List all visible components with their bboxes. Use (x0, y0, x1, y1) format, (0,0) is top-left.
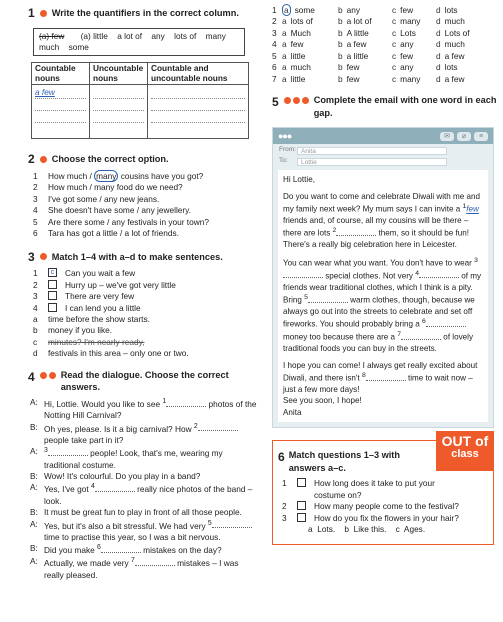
gap-blank[interactable] (308, 295, 348, 303)
table-header: Countable and uncountable nouns (148, 63, 249, 85)
item-text: How much / many cousins have you got? (48, 171, 204, 182)
list-item (282, 513, 488, 524)
option-text: minutes? I'm nearly ready, (48, 336, 145, 347)
option-choice[interactable]: d lots (436, 62, 458, 73)
word-item: some (68, 41, 89, 52)
quantifier-table (31, 62, 249, 139)
exercise-number: 1 (28, 6, 35, 20)
speaker-label: A: (30, 482, 38, 493)
word-item: (a) little (80, 30, 108, 41)
answer-box[interactable] (48, 280, 57, 289)
option-choice[interactable]: d much (436, 16, 465, 27)
dialogue-text: Wow! It's colourful. Do you play in a band? (44, 471, 201, 481)
option-item (33, 348, 258, 359)
dialogue-text: Yes, but it's also a bit stressful. We had very $^5$ time to practise this year, so I was a bit nervous. (44, 519, 258, 544)
word-item: many (205, 30, 226, 41)
option-choice[interactable]: a little (282, 50, 306, 61)
email-paragraph: I hope you can come! I always get really excited about Diwali, and there isn't $^8$ time to wait now – just a few more days! See you soon, I hope! Anita (283, 360, 478, 417)
left-column (28, 5, 258, 620)
email-paragraph: You can wear what you want. You don't have to wear $^3$ special clothes. Not very $^4$ of my friends wear traditional clothes, which I think is a pity. Bring $^5$ warm clothes, though, because we always go out into the streets to celebrate and set off fireworks. You should probably bring a $^6$ money too because there are a $^7$ of lovely traditional foods you can buy in the streets. (283, 256, 482, 354)
option-choice[interactable]: b a lot of (338, 16, 372, 27)
gap-blank[interactable] (95, 484, 135, 492)
item-number: 1 (33, 171, 38, 182)
answer-options: a Lots. b Like this. c Ages. (308, 524, 426, 535)
option-choice[interactable]: d a few (436, 50, 465, 61)
list-item[interactable] (33, 205, 258, 216)
answer-box[interactable] (297, 501, 306, 510)
exercise-3-heading (28, 249, 258, 266)
option-choice[interactable]: b any (338, 5, 361, 15)
option-choice[interactable]: d a few (436, 73, 465, 84)
option-row-number: 3 (272, 27, 277, 38)
dialogue-line (30, 543, 258, 556)
speaker-label: A: (30, 397, 38, 408)
item-number: 2 (33, 279, 38, 290)
option-choice[interactable]: c Lots (392, 27, 416, 38)
exercise-number: 6 (278, 450, 285, 465)
from-label: From: (279, 146, 296, 154)
difficulty-dot-icon (302, 97, 309, 104)
word-item: a lot of (117, 30, 143, 41)
window-controls-icon[interactable]: ●●● (278, 131, 292, 142)
dialogue-line (30, 422, 258, 447)
gap-blank[interactable] (283, 270, 323, 278)
circled-answer: many (96, 171, 117, 182)
exercise-title: Complete the email with one word in each gap. (313, 95, 497, 118)
email-body (278, 170, 488, 422)
exercise-3 (28, 249, 258, 360)
difficulty-dot-icon (49, 372, 56, 379)
gap-blank[interactable] (198, 423, 238, 431)
gap-blank[interactable] (336, 228, 376, 236)
option-letter: d (33, 348, 38, 359)
option-choice[interactable]: b A little (338, 27, 369, 38)
mail-icon[interactable]: ✉ (440, 132, 454, 141)
answer-box[interactable] (297, 478, 306, 487)
word-item: lots of (174, 30, 197, 41)
option-text: time before the show starts. (48, 313, 150, 324)
dialogue-line (30, 446, 258, 471)
exercise-title: Choose the correct option. (51, 154, 169, 165)
list-item[interactable] (33, 217, 258, 228)
difficulty-dot-icon (40, 10, 47, 17)
answer-box[interactable] (48, 303, 57, 312)
item-text: How many people come to the festival? (314, 501, 459, 512)
option-letter: a (33, 313, 38, 324)
dialogue-line (30, 397, 258, 422)
option-choice[interactable]: d much (436, 39, 465, 50)
option-row-number: 5 (272, 50, 277, 61)
dialogue-text: Hi, Lottie. Would you like to see $^1$ photos of the Notting Hill Carnival? (44, 398, 257, 421)
gap-blank[interactable] (426, 319, 466, 327)
exercise-number: 2 (28, 152, 35, 167)
dialogue-text: Yes, I've got $^4$ really nice photos of the band – look. (44, 483, 253, 506)
dialogue-text: $^3$ people! Look, that's me, wearing my traditional costume. (44, 447, 223, 470)
item-text: How much / many food do we need? (48, 182, 183, 193)
option-item (33, 314, 258, 325)
answer-cell[interactable] (32, 85, 90, 139)
item-text: Hurry up – we've got very little (65, 279, 176, 290)
option-row-number: 7 (272, 73, 277, 84)
word-box (33, 28, 245, 57)
answer-box[interactable] (48, 291, 57, 300)
exercise-4 (28, 369, 258, 581)
option-choice[interactable]: b a little (338, 50, 369, 61)
list-item[interactable] (33, 228, 258, 239)
word-item: any (151, 30, 165, 41)
table-header: Uncountable nouns (90, 63, 148, 85)
item-text: She doesn't have some / any jewellery. (48, 205, 192, 216)
item-text: Tara has got a little / a lot of friends. (48, 228, 179, 239)
list-item (282, 501, 488, 512)
item-number: 2 (282, 501, 287, 512)
dialogue-line (30, 556, 258, 581)
item-number: 3 (33, 193, 38, 204)
answer-options-grid (272, 5, 498, 85)
option-letter: b (33, 325, 38, 336)
to-input[interactable]: Lottie (297, 158, 447, 166)
from-input[interactable]: Anita (297, 147, 447, 155)
option-choice[interactable]: d lots (436, 5, 458, 15)
option-choice[interactable]: c any (392, 62, 414, 73)
from-field (273, 144, 493, 155)
item-text: There are very few (65, 291, 135, 302)
exercise-title: Read the dialogue. Choose the correct answers. (60, 369, 229, 393)
option-choice[interactable]: a little (282, 73, 306, 84)
option-row-number: 2 (272, 16, 277, 27)
option-choice[interactable]: c few (392, 50, 414, 61)
exercise-2 (28, 151, 258, 239)
difficulty-dot-icon (284, 97, 291, 104)
speaker-label: A: (30, 518, 38, 529)
option-choice[interactable]: a Much (282, 27, 311, 38)
option-row-number: 1 (272, 5, 277, 15)
word-item: (a) few (39, 30, 65, 41)
speaker-label: A: (30, 446, 38, 457)
option-text: money if you like. (48, 325, 113, 336)
list-item (33, 291, 258, 302)
out-of-class-badge (436, 431, 494, 471)
answer-cell[interactable] (90, 85, 148, 139)
gap-blank[interactable] (48, 448, 88, 456)
item-number: 4 (33, 302, 38, 313)
dialogue (28, 397, 258, 581)
example-answer: few (466, 204, 479, 214)
exercise-5 (272, 94, 498, 428)
item-text: How do you fix the flowers in your hair? (314, 512, 459, 523)
dialogue-text: Oh yes, please. Is it a big carnival? How $^2$ people take part in it? (44, 422, 258, 447)
email-paragraph: Do you want to come and celebrate Diwali with me and my family next week? My mum says I can invite a $^1$few friends and, of course, all my cousins will be there – there are lots $^2$ them, so it should be fun! There's a really big celebration here in Leicester. (283, 191, 481, 250)
to-field (273, 155, 493, 166)
option-choice[interactable]: d Lots of (436, 27, 470, 38)
badge-top-text: OUT of (441, 433, 489, 450)
dialogue-text: It must be great fun to play in front of all those people. (44, 507, 242, 518)
item-number: 3 (33, 291, 38, 302)
exercise-number: 3 (28, 249, 35, 264)
dialogue-text: Did you make $^6$ mistakes on the day? (44, 544, 222, 555)
item-number: 2 (33, 182, 38, 193)
item-text: I can lend you a little (65, 302, 141, 313)
option-choice[interactable]: a lots of (282, 16, 313, 27)
answer-box[interactable]: c (48, 268, 57, 277)
attach-icon[interactable]: ⌀ (457, 132, 471, 141)
speaker-label: B: (30, 421, 38, 432)
difficulty-dot-icon (40, 372, 47, 379)
dialogue-text: Actually, we made very $^7$ mistakes – I was really pleased. (44, 557, 239, 580)
speaker-label: B: (30, 507, 38, 518)
gap-blank[interactable] (401, 332, 441, 340)
exercise-title: Match 1–4 with a–d to make sentences. (51, 251, 223, 262)
item-number: 5 (33, 216, 38, 227)
option-text: festivals in this area – only one or two. (48, 348, 189, 359)
option-item (33, 325, 258, 336)
table-header: Countable nouns (32, 63, 90, 85)
signature: Anita (283, 407, 302, 417)
difficulty-dot-icon (293, 97, 300, 104)
difficulty-dot-icon (40, 253, 47, 260)
list-item (33, 268, 258, 279)
list-item (33, 303, 258, 314)
item-number: 1 (33, 268, 38, 279)
speaker-label: B: (30, 471, 38, 481)
list-item (282, 478, 488, 501)
speaker-label: B: (30, 543, 38, 554)
email-window (272, 127, 494, 428)
exercise-number: 5 (272, 95, 279, 110)
exercise-title: Match questions 1–3 with answers a–c. (288, 450, 400, 473)
list-item[interactable] (33, 182, 258, 193)
example-answer: a few (35, 87, 55, 98)
exercise-title: Write the quantifiers in the correct column. (51, 7, 239, 18)
exercise-4-heading (28, 369, 258, 394)
answer-box[interactable] (297, 513, 306, 522)
option-choice[interactable]: a some (284, 5, 315, 15)
sign-off: See you soon, I hope! (283, 396, 362, 406)
dialogue-line (30, 507, 258, 518)
item-text: Are there some / any festivals in your town? (48, 216, 209, 227)
option-choice[interactable]: b few (338, 73, 360, 84)
dialogue-line (30, 519, 258, 544)
dialogue-line (30, 482, 258, 507)
email-toolbar (273, 128, 493, 144)
to-label: To: (279, 157, 288, 165)
exercise-1 (28, 5, 258, 139)
right-column (272, 5, 498, 620)
item-number: 3 (282, 512, 287, 523)
difficulty-dot-icon (40, 156, 47, 163)
gap-blank[interactable] (212, 520, 252, 528)
gap-blank[interactable] (366, 373, 406, 381)
item-number: 1 (282, 478, 287, 489)
word-item: much (39, 41, 60, 52)
exercise-5-heading (272, 94, 498, 119)
option-choice[interactable]: b a few (338, 39, 367, 50)
menu-icon[interactable]: ≡ (474, 132, 488, 141)
speaker-label: A: (30, 556, 38, 567)
item-text: How long does it take to put your costume on? (314, 478, 435, 500)
dialogue-line (30, 471, 258, 482)
gap-blank[interactable] (135, 558, 175, 566)
gap-blank[interactable] (166, 399, 206, 407)
list-item (33, 280, 258, 291)
option-item (33, 337, 258, 348)
exercise-6 (272, 433, 494, 545)
option-choice[interactable]: a much (282, 62, 311, 73)
exercise-number: 4 (28, 369, 35, 384)
option-choice[interactable]: b few (338, 62, 360, 73)
greeting: Hi Lottie, (283, 175, 315, 185)
option-choice[interactable]: c few (392, 5, 414, 15)
item-number: 6 (33, 228, 38, 239)
option-row-number: 6 (272, 62, 277, 73)
item-text: I've got some / any new jeans. (48, 193, 160, 204)
exercise-1-heading (28, 5, 258, 22)
exercise-6-heading (278, 449, 428, 474)
gap-blank[interactable] (419, 270, 459, 278)
exercise-2-heading (28, 151, 258, 168)
option-choice[interactable]: c any (392, 39, 414, 50)
option-letter: c (33, 336, 38, 347)
gap-blank[interactable] (101, 545, 141, 553)
option-choice[interactable]: a few (282, 39, 304, 50)
item-text: Can you wait a few (65, 268, 136, 279)
badge-bottom-text: class (451, 447, 479, 460)
list-item[interactable] (33, 194, 258, 205)
option-choice[interactable]: c many (392, 73, 421, 84)
answer-cell[interactable] (148, 85, 249, 139)
item-number: 4 (33, 205, 38, 216)
option-row-number: 4 (272, 39, 277, 50)
list-item[interactable] (33, 171, 258, 182)
option-choice[interactable]: c many (392, 16, 421, 27)
